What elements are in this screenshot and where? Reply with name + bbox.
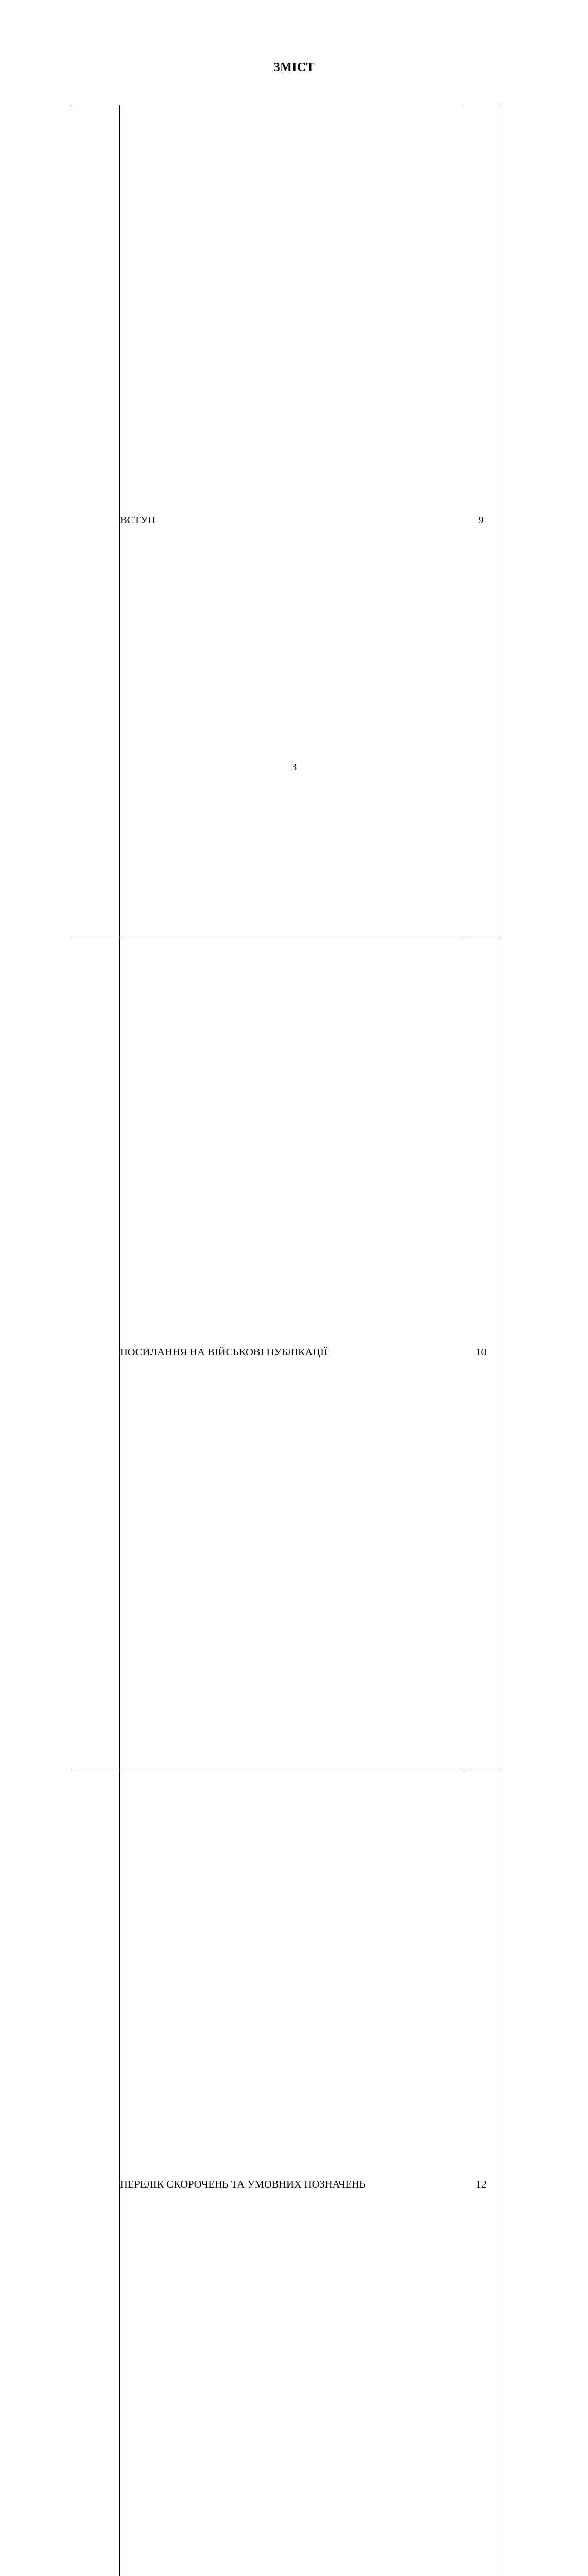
toc-item-title-line: ПОСИЛАННЯ НА ВІЙСЬКОВІ ПУБЛІКАЦІЇ [120, 1346, 462, 1360]
toc-table [71, 105, 500, 2576]
toc-item-number [71, 937, 120, 1769]
footer-page-number: 3 [0, 761, 588, 773]
toc-item-title-line: ВСТУП [120, 514, 462, 528]
toc-item-number [71, 105, 120, 937]
page-title: ЗМІСТ [0, 61, 588, 75]
document-page [0, 0, 588, 832]
toc-table-body [71, 105, 500, 2576]
table-row [71, 937, 500, 1769]
toc-item-title [120, 1769, 462, 2576]
toc-item-title-line: ПЕРЕЛІК СКОРОЧЕНЬ ТА УМОВНИХ ПОЗНАЧЕНЬ [120, 2178, 462, 2192]
toc-item-page-number: 12 [462, 1769, 500, 2576]
toc-item-page-number: 9 [462, 105, 500, 937]
toc-item-title [120, 937, 462, 1769]
table-of-contents [71, 105, 500, 2576]
table-row [71, 105, 500, 937]
toc-item-page-number: 10 [462, 937, 500, 1769]
toc-item-number [71, 1769, 120, 2576]
toc-item-title [120, 105, 462, 937]
table-row [71, 1769, 500, 2576]
